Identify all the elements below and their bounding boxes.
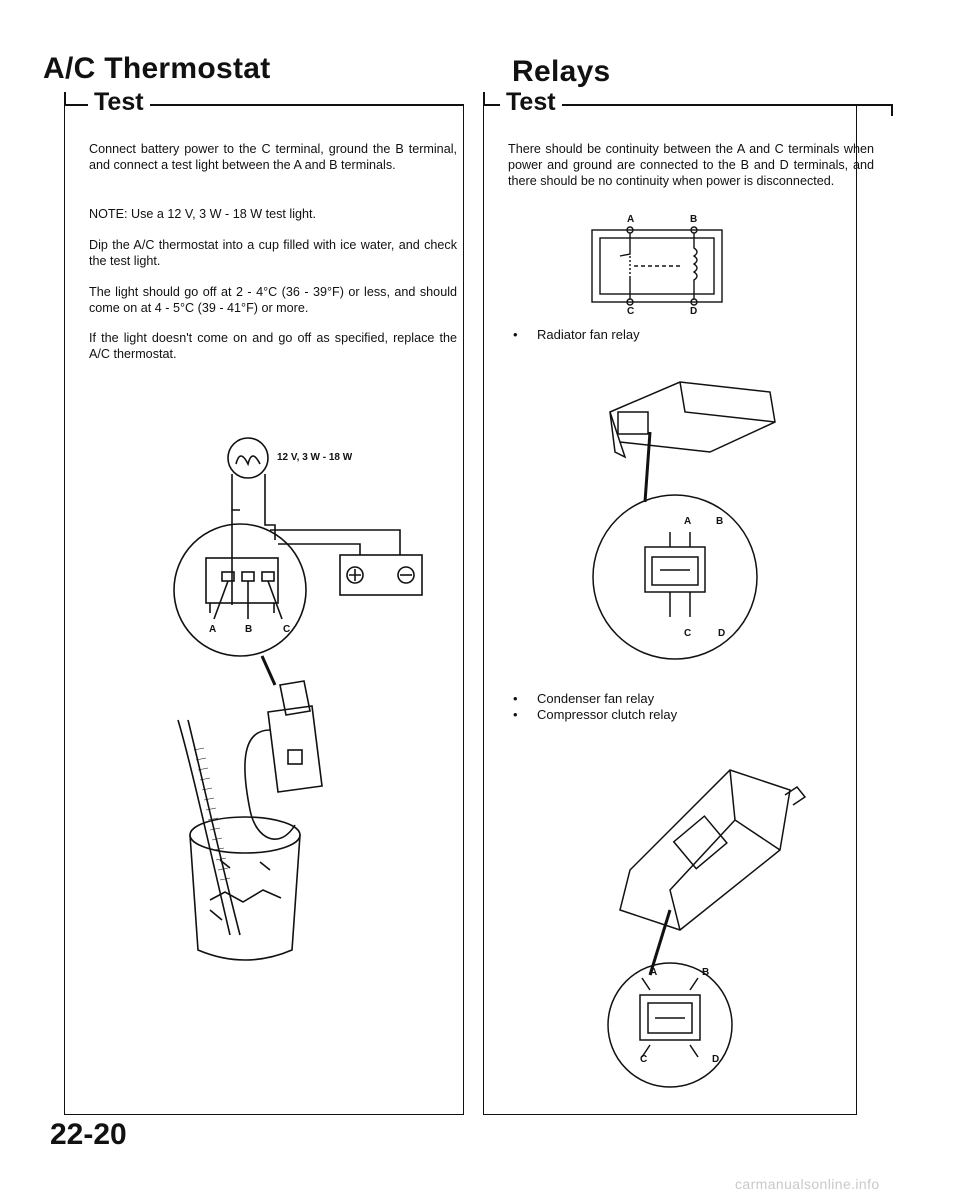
bullet-radiator-text: Radiator fan relay <box>537 327 640 342</box>
bullet-dot: • <box>513 707 518 722</box>
bullet-dot: • <box>513 691 518 706</box>
thermostat-step-2: Dip the A/C thermostat into a cup filled with ice water, and check the test light. <box>89 238 457 268</box>
bullet-compressor-clutch-relay <box>513 706 677 723</box>
thermostat-step-1: Connect battery power to the C terminal, ground the B terminal, and connect a test light between the A and B terminals. <box>89 142 457 172</box>
condenser-connector-c: C <box>640 1054 648 1065</box>
schematic-label-b: B <box>690 214 698 225</box>
thermostat-panel-tick <box>64 92 66 106</box>
relays-panel-tick <box>483 92 485 106</box>
thermostat-terminal-b: B <box>245 624 253 635</box>
thermostat-title: A/C Thermostat <box>43 52 271 85</box>
radiator-connector-b: B <box>716 516 724 527</box>
watermark: carmanualsonline.info <box>735 1176 880 1192</box>
relays-test-heading: Test <box>500 88 562 117</box>
bullet-condenser-fan-relay <box>513 690 654 707</box>
relay-test-paragraph: There should be continuity between the A and C terminals when power and ground are connected to the B and D terminals, and there should be no continuity when power is disconnected. <box>508 142 874 188</box>
thermostat-test-circuit-figure <box>170 430 450 970</box>
condenser-relay-figure <box>610 760 810 1090</box>
relays-title: Relays <box>512 55 611 88</box>
test-light-label: 12 V, 3 W - 18 W <box>277 452 353 463</box>
schematic-label-a: A <box>627 214 635 225</box>
page-number: 22-20 <box>50 1118 127 1151</box>
radiator-connector-a: A <box>684 516 692 527</box>
thermostat-step-3: The light should go off at 2 - 4°C (36 - 39°F) or less, and should come on at 4 - 5°C (39 - 41°F) or more. <box>89 285 457 315</box>
bullet-condenser-text: Condenser fan relay <box>537 691 655 706</box>
condenser-connector-d: D <box>712 1054 720 1065</box>
condenser-connector-b: B <box>702 967 710 978</box>
bullet-compressor-text: Compressor clutch relay <box>537 707 678 722</box>
schematic-label-d: D <box>690 306 698 317</box>
schematic-label-c: C <box>627 306 635 317</box>
bullet-dot: • <box>513 327 518 342</box>
relay-schematic-figure <box>590 226 750 316</box>
radiator-connector-d: D <box>718 628 726 639</box>
thermostat-terminal-c: C <box>283 624 291 635</box>
relays-panel-right-tick <box>891 104 893 116</box>
radiator-connector-c: C <box>684 628 692 639</box>
condenser-connector-a: A <box>650 967 658 978</box>
thermostat-terminal-a: A <box>209 624 217 635</box>
thermostat-test-heading: Test <box>88 88 150 117</box>
thermostat-step-4: If the light doesn't come on and go off as specified, replace the A/C thermostat. <box>89 331 457 361</box>
thermostat-note: NOTE: Use a 12 V, 3 W - 18 W test light. <box>89 207 317 221</box>
bullet-radiator-fan-relay <box>513 326 640 343</box>
